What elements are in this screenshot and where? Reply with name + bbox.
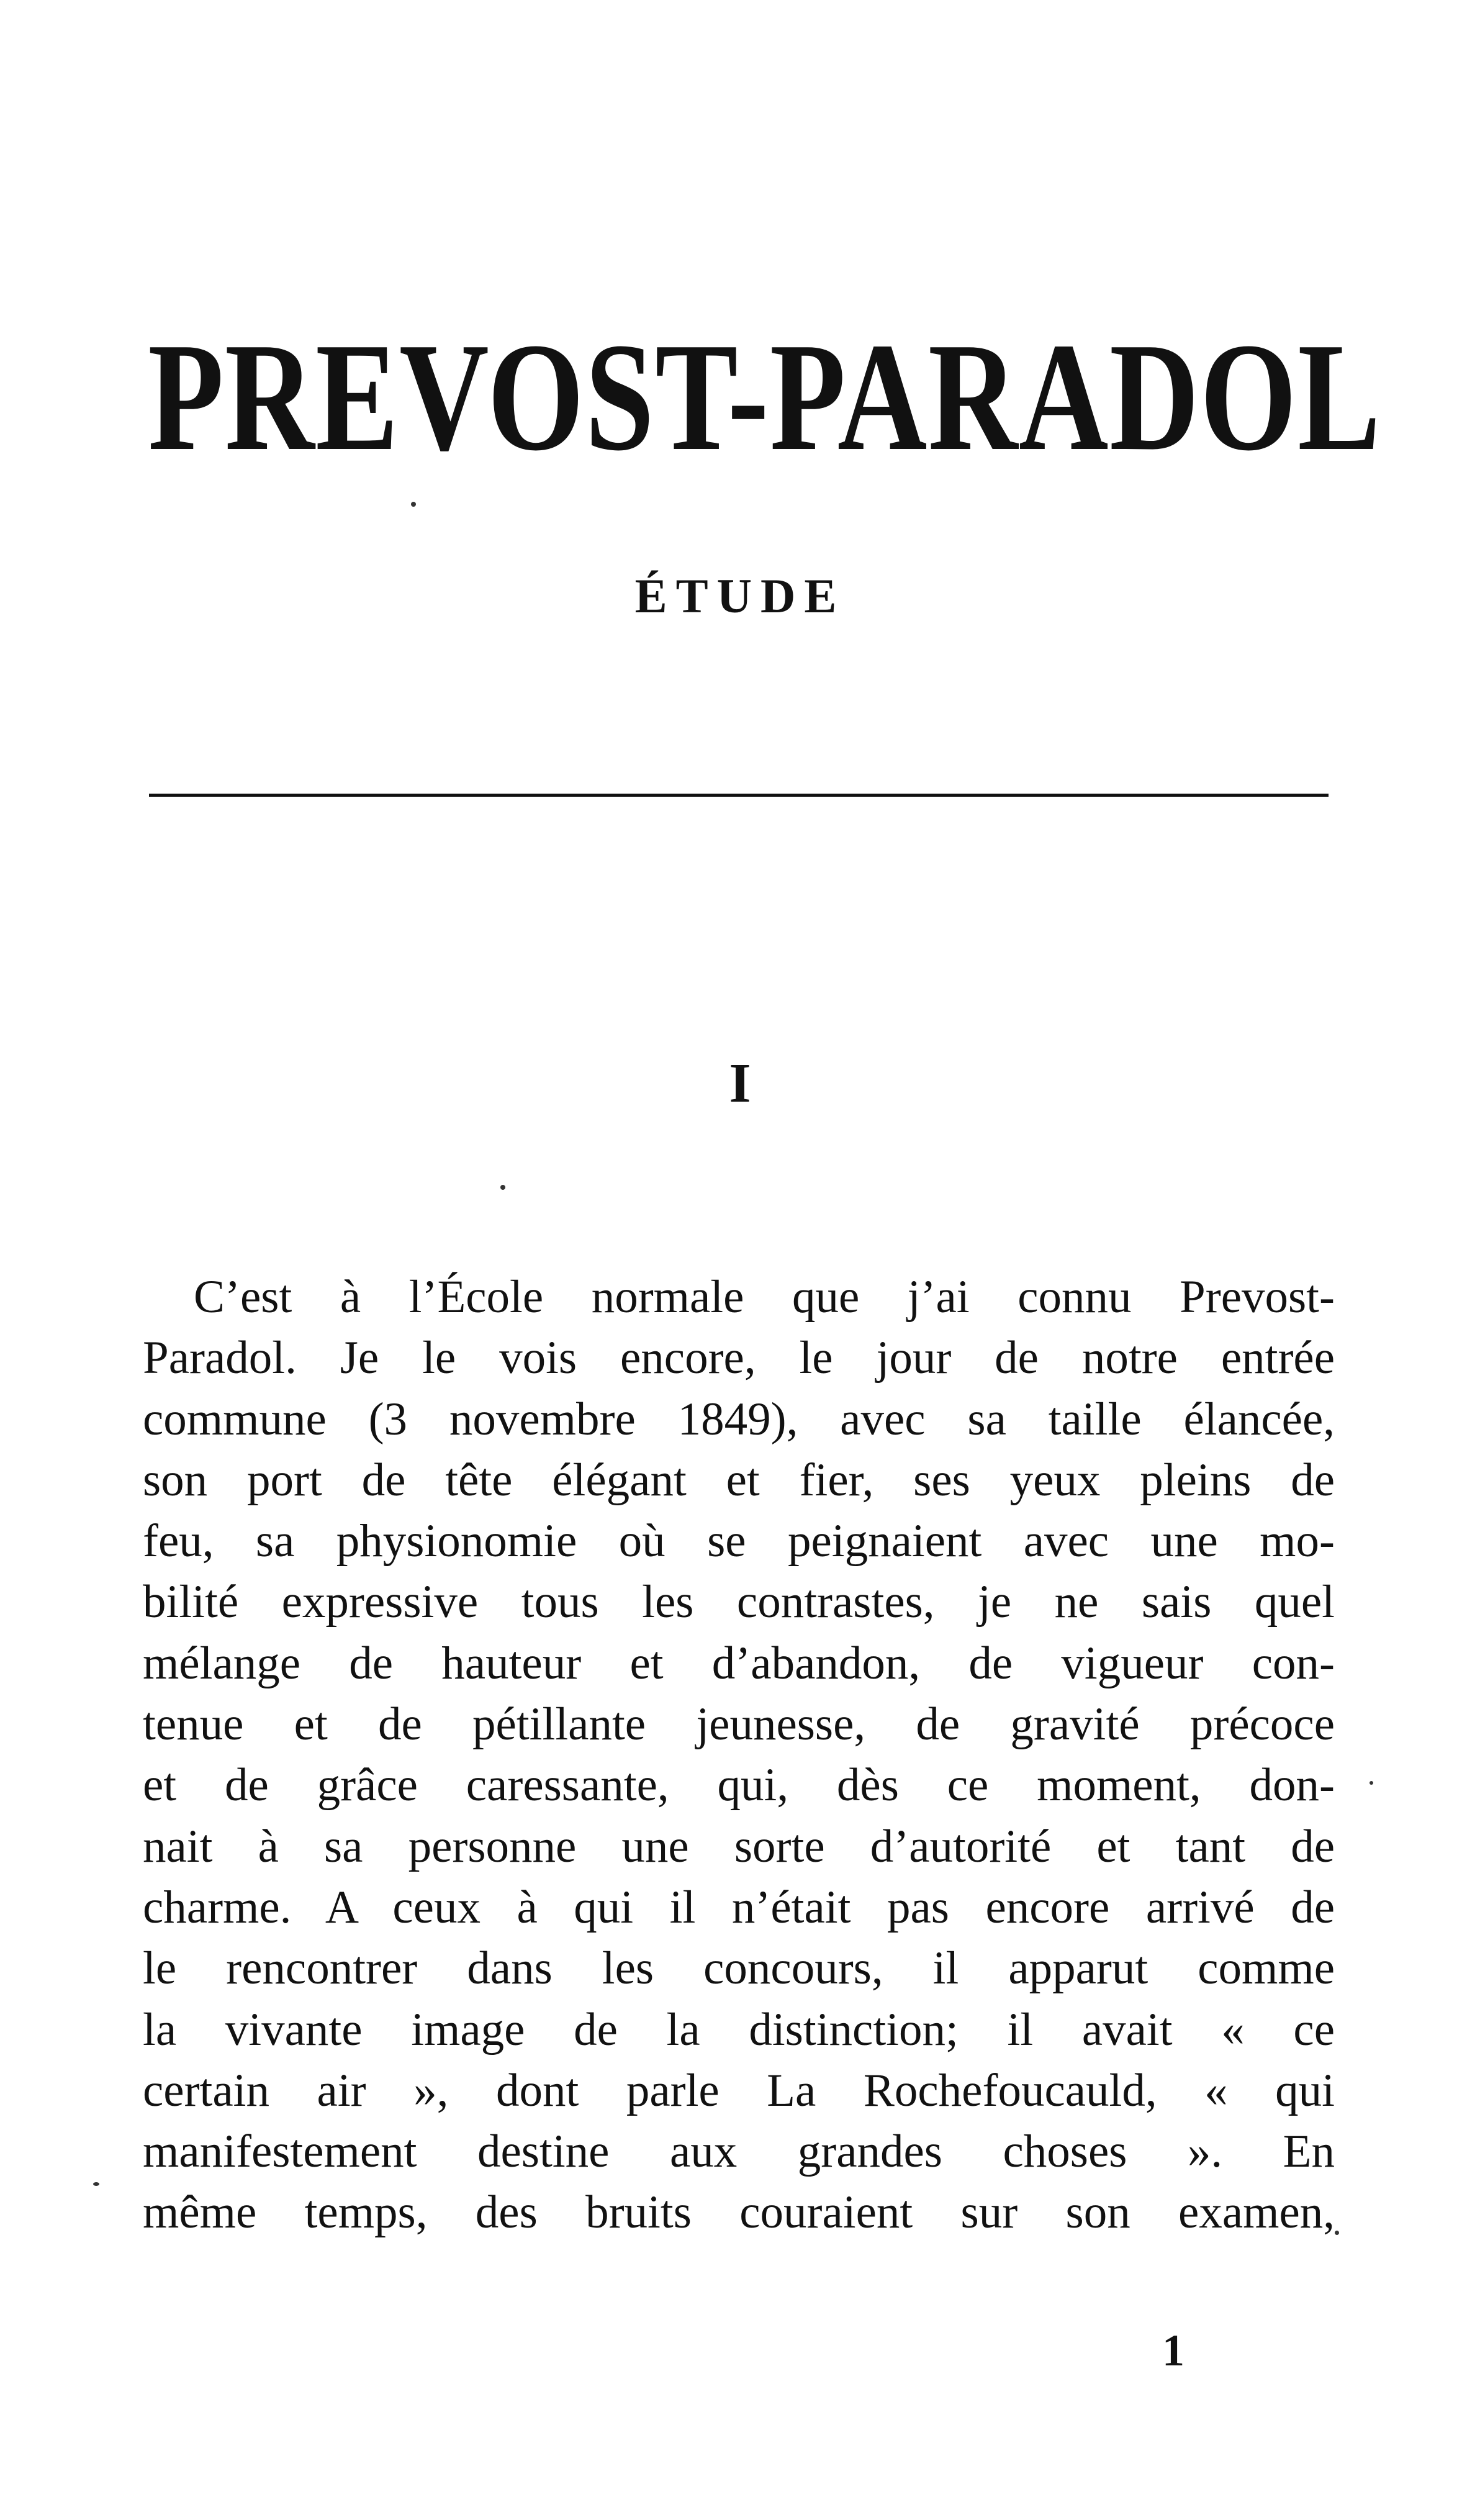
print-speck [93, 2182, 99, 2186]
paragraph-line: la vivante image de la distinction; il avait « ce [143, 2003, 1335, 2055]
paragraph-line: feu, sa physionomie où se peignaient avec une mo- [143, 1515, 1335, 1567]
paragraph-line: même temps, des bruits couraient sur son examen, [143, 2187, 1335, 2239]
paragraph-line: et de grâce caressante, qui, dès ce moment, don- [143, 1759, 1335, 1811]
paragraph-line: commune (3 novembre 1849), avec sa taille élancée, [143, 1393, 1335, 1445]
print-speck [500, 1185, 505, 1190]
print-speck [1335, 2231, 1339, 2235]
paragraph-line: certain air », dont parle La Rochefoucauld, « qui [143, 2064, 1335, 2116]
print-speck [411, 502, 416, 507]
paragraph-line: nait à sa personne une sorte d’autorité et tant de [143, 1820, 1335, 1872]
paragraph-line: C’est à l’École normale que j’ai connu Prevost- [194, 1271, 1335, 1323]
paragraph-line: mélange de hauteur et d’abandon, de vigueur con- [143, 1637, 1335, 1689]
paragraph-line: bilité expressive tous les contrastes, je ne sais quel [143, 1576, 1335, 1628]
print-speck [1369, 1781, 1373, 1785]
page-title: PREVOST-PARADOL [148, 311, 1382, 483]
section-number: I [729, 1053, 751, 1114]
paragraph-line: Paradol. Je le vois encore, le jour de notre entrée [143, 1332, 1335, 1384]
page-subtitle: ÉTUDE [634, 569, 846, 623]
paragraph-line: manifestement destine aux grandes choses ». En [143, 2126, 1335, 2178]
paragraph-line: le rencontrer dans les concours, il apparut comme [143, 1942, 1335, 1995]
paragraph-line: son port de tête élégant et fier, ses yeux pleins de [143, 1454, 1335, 1506]
body-paragraph [143, 1267, 1335, 2244]
paragraph-line: charme. A ceux à qui il n’était pas encore arrivé de [143, 1881, 1335, 1933]
page-number: 1 [1162, 2326, 1184, 2375]
paragraph-line: tenue et de pétillante jeunesse, de gravité précoce [143, 1698, 1335, 1751]
horizontal-rule [149, 794, 1329, 797]
